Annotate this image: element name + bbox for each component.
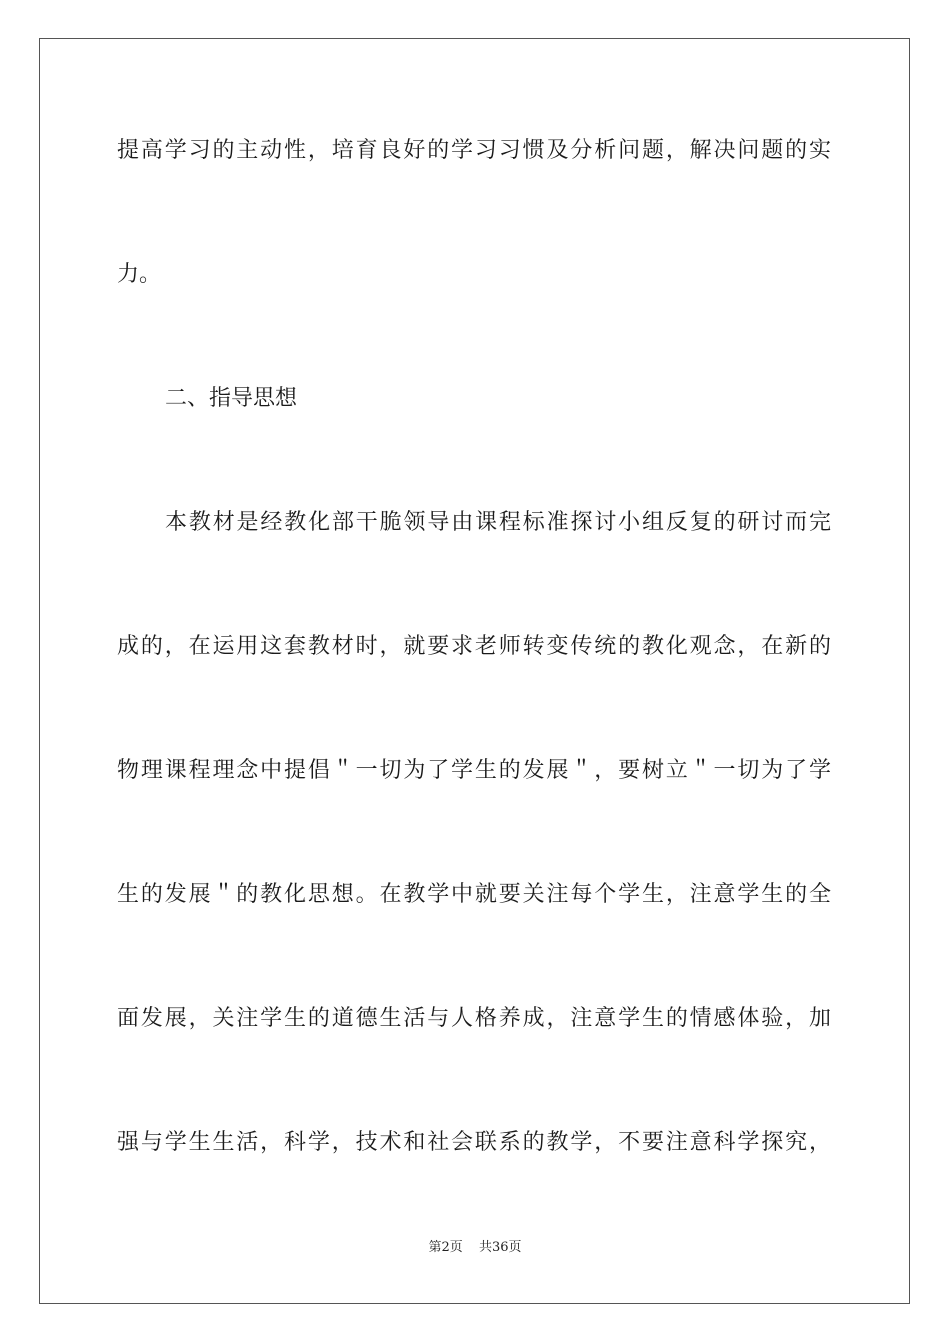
page-number: 第2页 xyxy=(428,1240,463,1255)
body-line-7: 面发展，关注学生的道德生活与人格养成，注意学生的情感体验，加 xyxy=(117,1006,831,1031)
page-border xyxy=(39,38,910,1304)
body-line-5: 物理课程理念中提倡＂一切为了学生的发展＂，要树立＂一切为了学 xyxy=(117,758,831,783)
body-line-4: 成的，在运用这套教材时，就要求老师转变传统的教化观念，在新的 xyxy=(117,634,831,659)
body-line-2: 力。 xyxy=(117,262,162,287)
body-line-1: 提高学习的主动性，培育良好的学习习惯及分析问题，解决问题的实 xyxy=(117,138,831,163)
page-footer xyxy=(0,1236,950,1255)
body-line-3: 本教材是经教化部干脆领导由课程标准探讨小组反复的研讨而完 xyxy=(165,510,831,535)
page-total: 共36页 xyxy=(478,1240,522,1255)
section-heading: 二、指导思想 xyxy=(165,386,298,411)
body-line-8: 强与学生生活，科学，技术和社会联系的教学，不要注意科学探究， xyxy=(117,1130,831,1155)
body-line-6: 生的发展＂的教化思想。在教学中就要关注每个学生，注意学生的全 xyxy=(117,882,831,907)
